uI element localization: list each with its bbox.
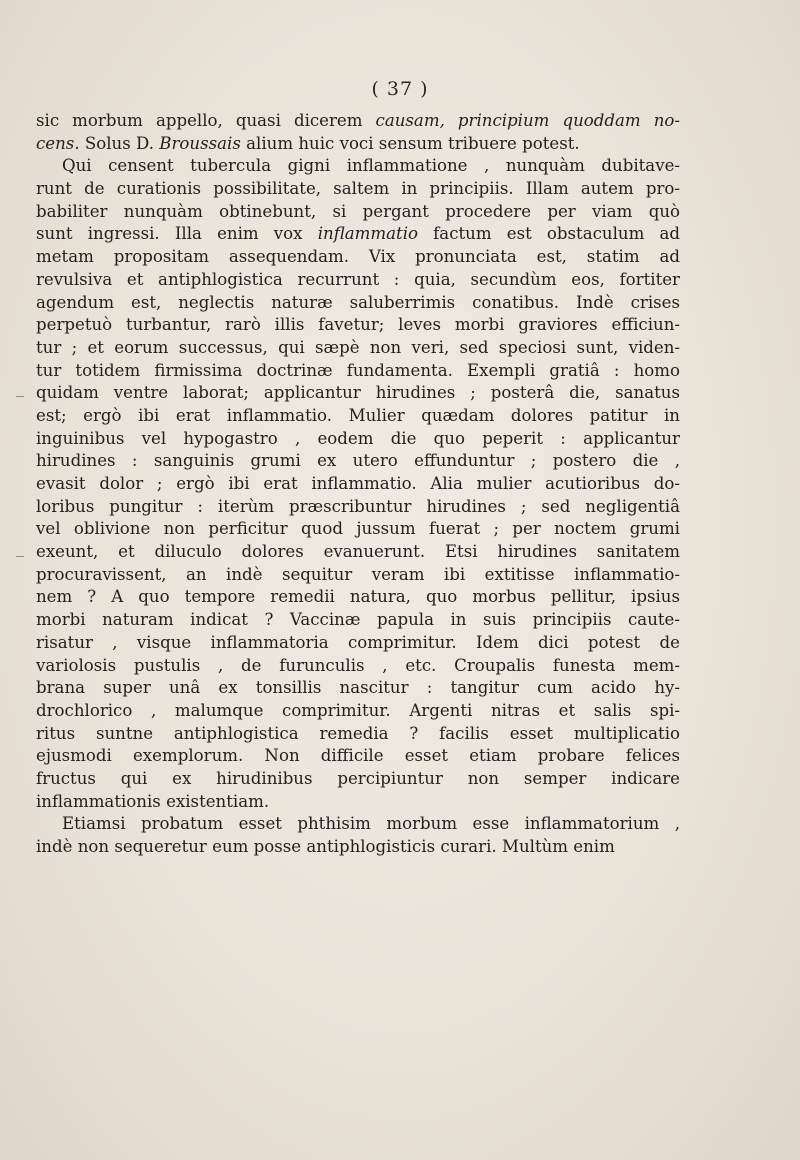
text-line [36,700,680,723]
text-line [36,496,680,519]
text-line [36,813,680,836]
text-line [36,677,680,700]
text-line [36,518,680,541]
text-line [36,292,680,315]
text-run: perpetuò turbantur, rarò illis favetur; leves morbi graviores efficiun- [36,315,680,335]
text-line [36,428,680,451]
text-run: Etiamsi probatum esset phthisim morbum esse inflammatorium , [62,814,680,834]
text-line [36,110,680,133]
text-run: est; ergò ibi erat inflammatio. Mulier quædam dolores patitur in [36,405,680,425]
text-run: sic morbum appello, quasi dicerem [36,111,376,130]
text-line [36,133,680,156]
text-run: ejusmodi exemplorum. Non difficile esset etiam probare felices [36,746,680,766]
italic-text: causam, principium quoddam no- [375,111,680,130]
text-run: procuravissent, an indè sequitur veram ibi extitisse inflammatio- [36,564,680,584]
text-run: Solus D. [79,133,160,153]
page-number: ( 37 ) [371,78,429,100]
text-line [36,655,680,678]
text-run: evasit dolor ; ergò ibi erat inflammatio. Alia mulier acutioribus do- [36,474,680,493]
text-line [36,745,680,768]
text-line [36,632,680,655]
margin-mark: ‾ [16,393,24,412]
text-run: morbi naturam indicat ? Vaccinæ papula in suis principiis caute- [36,610,680,630]
text-run: Qui censent tubercula gigni inflammatione , nunquàm dubitave- [62,156,680,176]
text-run: inguinibus vel hypogastro , eodem die quo peperit : applicantur [36,428,680,448]
text-line [36,541,680,564]
text-line [36,405,680,428]
text-line [36,473,680,496]
text-run: nem ? A quo tempore remedii natura, quo morbus pellitur, ipsius [36,587,680,607]
paragraph [36,110,680,155]
text-line [36,768,680,791]
text-run: alium huic voci sensum tribuere potest. [240,133,580,153]
text-line [36,564,680,587]
text-line [36,360,680,383]
text-run: risatur , visque inflammatoria comprimitur. Idem dici potest de [36,632,680,652]
paragraph [36,155,680,813]
text-line [36,178,680,201]
text-line [36,586,680,609]
margin-mark: ‾ [16,553,24,572]
text-run: drochlorico , malumque comprimitur. Argenti nitras et salis spi- [36,700,680,720]
text-line [36,450,680,473]
body-text [36,110,680,859]
text-line [36,723,680,746]
text-line [36,269,680,292]
text-line [36,791,680,814]
text-line [36,836,680,859]
text-run: runt de curationis possibilitate, saltem in principiis. Illam autem pro- [36,179,680,199]
text-line [36,223,680,246]
text-line [36,609,680,632]
text-run: vel oblivione non perficitur quod jussum fuerat ; per noctem grumi [36,519,680,539]
text-run: exeunt, et diluculo dolores evanuerunt. Etsi hirudines sanitatem [36,542,680,562]
text-run: inflammationis existentiam. [36,791,270,811]
text-line [36,382,680,405]
italic-text: Broussais [159,133,241,153]
text-run: quidam ventre laborat; applicantur hirudines ; posterâ die, sanatus [36,383,680,403]
text-line [36,201,680,224]
italic-text: inflammatio [317,224,418,244]
text-run: fructus qui ex hirudinibus percipiuntur non semper indicare [36,768,680,788]
text-run: variolosis pustulis , de furunculis , etc. Croupalis funesta mem- [36,655,680,675]
text-run: tur totidem firmissima doctrinæ fundamenta. Exempli gratiâ : homo [36,360,680,380]
text-line [36,246,680,269]
text-line [36,155,680,178]
text-run: babiliter nunquàm obtinebunt, si pergant procedere per viam quò [36,201,680,221]
text-run: sunt ingressi. Illa enim vox [36,224,318,244]
text-line [36,337,680,360]
text-run: loribus pungitur : iterùm præscribuntur hirudines ; sed negligentiâ [36,496,680,516]
text-run: agendum est, neglectis naturæ saluberrimis conatibus. Indè crises [36,292,680,312]
text-run: hirudines : sanguinis grumi ex utero effunduntur ; postero die , [36,451,680,471]
text-run: brana super unâ ex tonsillis nascitur : tangitur cum acido hy- [36,678,680,698]
text-run: factum est obstaculum ad [418,224,680,244]
paragraph [36,813,680,858]
text-run: revulsiva et antiphlogistica recurrunt : quia, secundùm eos, fortiter [36,269,680,289]
text-run: ritus suntne antiphlogistica remedia ? facilis esset multiplicatio [36,723,680,743]
text-line [36,314,680,337]
text-run: metam propositam assequendam. Vix pronunciata est, statim ad [36,247,680,267]
italic-text: cens. [36,133,80,153]
text-run: tur ; et eorum successus, qui sæpè non veri, sed speciosi sunt, viden- [36,337,680,357]
text-run: indè non sequeretur eum posse antiphlogisticis curari. Multùm enim [36,837,615,856]
